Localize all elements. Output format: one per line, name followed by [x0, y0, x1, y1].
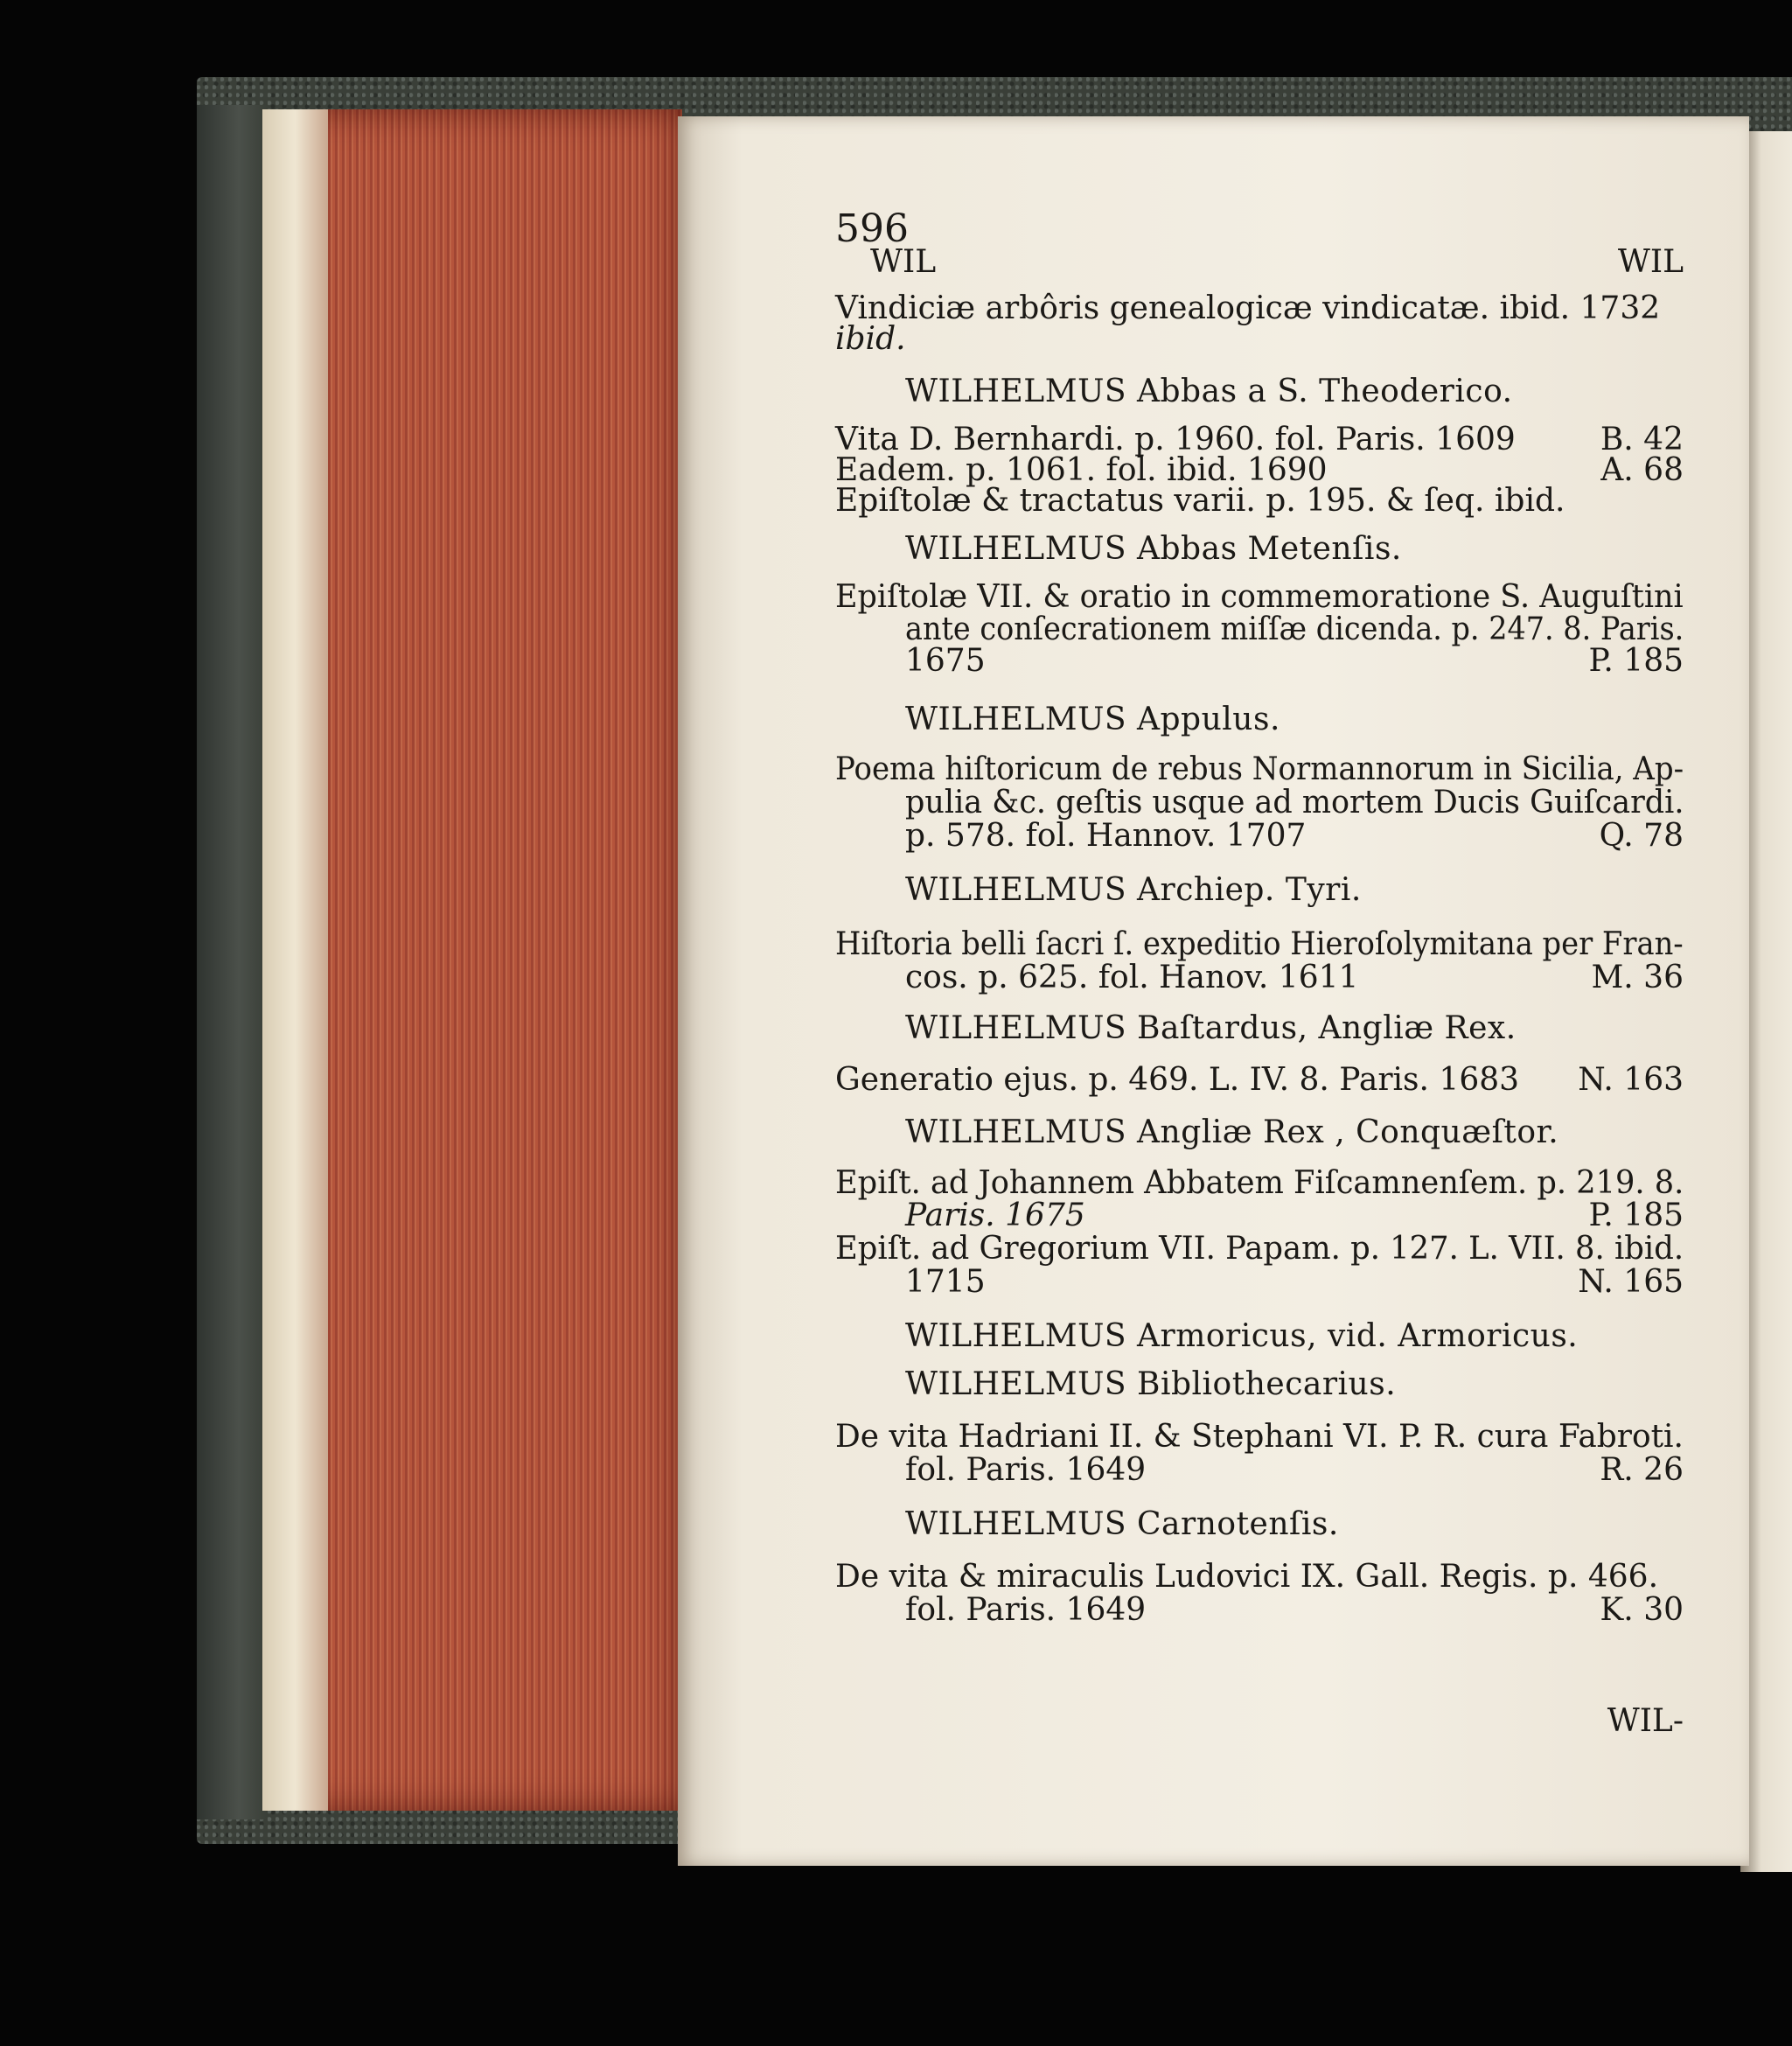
entry-line-27: De vita Hadriani II. & Stephani VI. P. R. cura Fabroti.	[835, 1419, 1684, 1455]
entry-line-9: ante conſecrationem miſſæ dicenda. p. 247. 8. Paris.	[905, 611, 1684, 647]
author-heading-2: WILHELMUS Abbas Metenſis.	[905, 531, 1402, 567]
author-heading-8: WILHELMUS Bibliothecarius.	[905, 1366, 1397, 1402]
entry-line-30: De vita & miraculis Ludovici IX. Gall. Regis. p. 466.	[835, 1559, 1659, 1595]
running-head-left: WIL	[870, 244, 937, 280]
shelf-mark-17: M. 36	[1591, 960, 1684, 995]
entry-line-14: p. 578. fol. Hannov. 1707	[905, 818, 1307, 854]
shelf-mark-19: N. 163	[1578, 1062, 1684, 1098]
entry-line-1: Vindiciæ arbôris genealogicæ vindicatæ. ibid. 1732	[835, 290, 1661, 326]
entry-line-31: fol. Paris. 1649	[905, 1592, 1147, 1628]
entry-line-10: 1675	[905, 643, 986, 679]
shelf-mark-28: R. 26	[1600, 1452, 1684, 1488]
author-heading-1: WILHELMUS Abbas a S. Theoderico.	[905, 374, 1513, 409]
page-block-left-margin	[262, 109, 328, 1811]
shelf-mark-22: P. 185	[1588, 1198, 1684, 1233]
entry-line-28: fol. Paris. 1649	[905, 1452, 1147, 1488]
entry-line-16: Hiſtoria belli ſacri ſ. expeditio Hieroſolymitana per Fran-	[835, 926, 1684, 962]
author-heading-7: WILHELMUS Armoricus, vid. Armoricus.	[905, 1318, 1579, 1354]
shelf-mark-24: N. 165	[1578, 1264, 1684, 1300]
entry-line-23: Epiſt. ad Gregorium VII. Papam. p. 127. L. VII. 8. ibid.	[835, 1231, 1684, 1267]
shelf-mark-10: P. 185	[1588, 643, 1684, 679]
entry-line-21: Epiſt. ad Johannem Abbatem Fiſcamnenſem. p. 219. 8.	[835, 1165, 1684, 1201]
entry-line-5: Eadem. p. 1061. fol. ibid. 1690	[835, 452, 1328, 488]
author-heading-4: WILHELMUS Archiep. Tyri.	[905, 872, 1362, 908]
shelf-mark-31: K. 30	[1600, 1592, 1684, 1628]
entry-line-8: Epiſtolæ VII. & oratio in commemoratione S. Auguſtini	[835, 579, 1684, 615]
entry-line-2: ibid.	[835, 321, 906, 357]
entry-line-4: Vita D. Bernhardi. p. 1960. fol. Paris. 1609	[835, 422, 1516, 457]
entry-line-24: 1715	[905, 1264, 986, 1300]
page-number: 596	[835, 206, 909, 251]
author-heading-3: WILHELMUS Appulus.	[905, 702, 1280, 737]
book-spine-edge	[197, 105, 267, 1819]
shelf-mark-14: Q. 78	[1599, 818, 1684, 854]
author-heading-6: WILHELMUS Angliæ Rex , Conquæſtor.	[905, 1114, 1559, 1150]
entry-line-19: Generatio ejus. p. 469. L. IV. 8. Paris. 1683	[835, 1062, 1520, 1098]
entry-line-12: Poema hiſtoricum de rebus Normannorum in Sicilia, Ap-	[835, 751, 1684, 787]
author-heading-5: WILHELMUS Baſtardus, Angliæ Rex.	[905, 1010, 1517, 1046]
shelf-mark-5: A. 68	[1600, 452, 1684, 488]
entry-line-6: Epiſtolæ & tractatus varii. p. 195. & ſeq. ibid.	[835, 483, 1565, 519]
author-heading-9: WILHELMUS Carnotenſis.	[905, 1506, 1339, 1542]
entry-line-17: cos. p. 625. fol. Hanov. 1611	[905, 960, 1359, 995]
shelf-mark-4: B. 42	[1600, 422, 1684, 457]
running-head-right: WIL	[1617, 244, 1684, 280]
catchword: WIL-	[1607, 1703, 1684, 1739]
entry-line-13: pulia &c. geſtis usque ad mortem Ducis Guiſcardi.	[905, 785, 1684, 820]
entry-line-22: Paris. 1675	[905, 1198, 1085, 1233]
